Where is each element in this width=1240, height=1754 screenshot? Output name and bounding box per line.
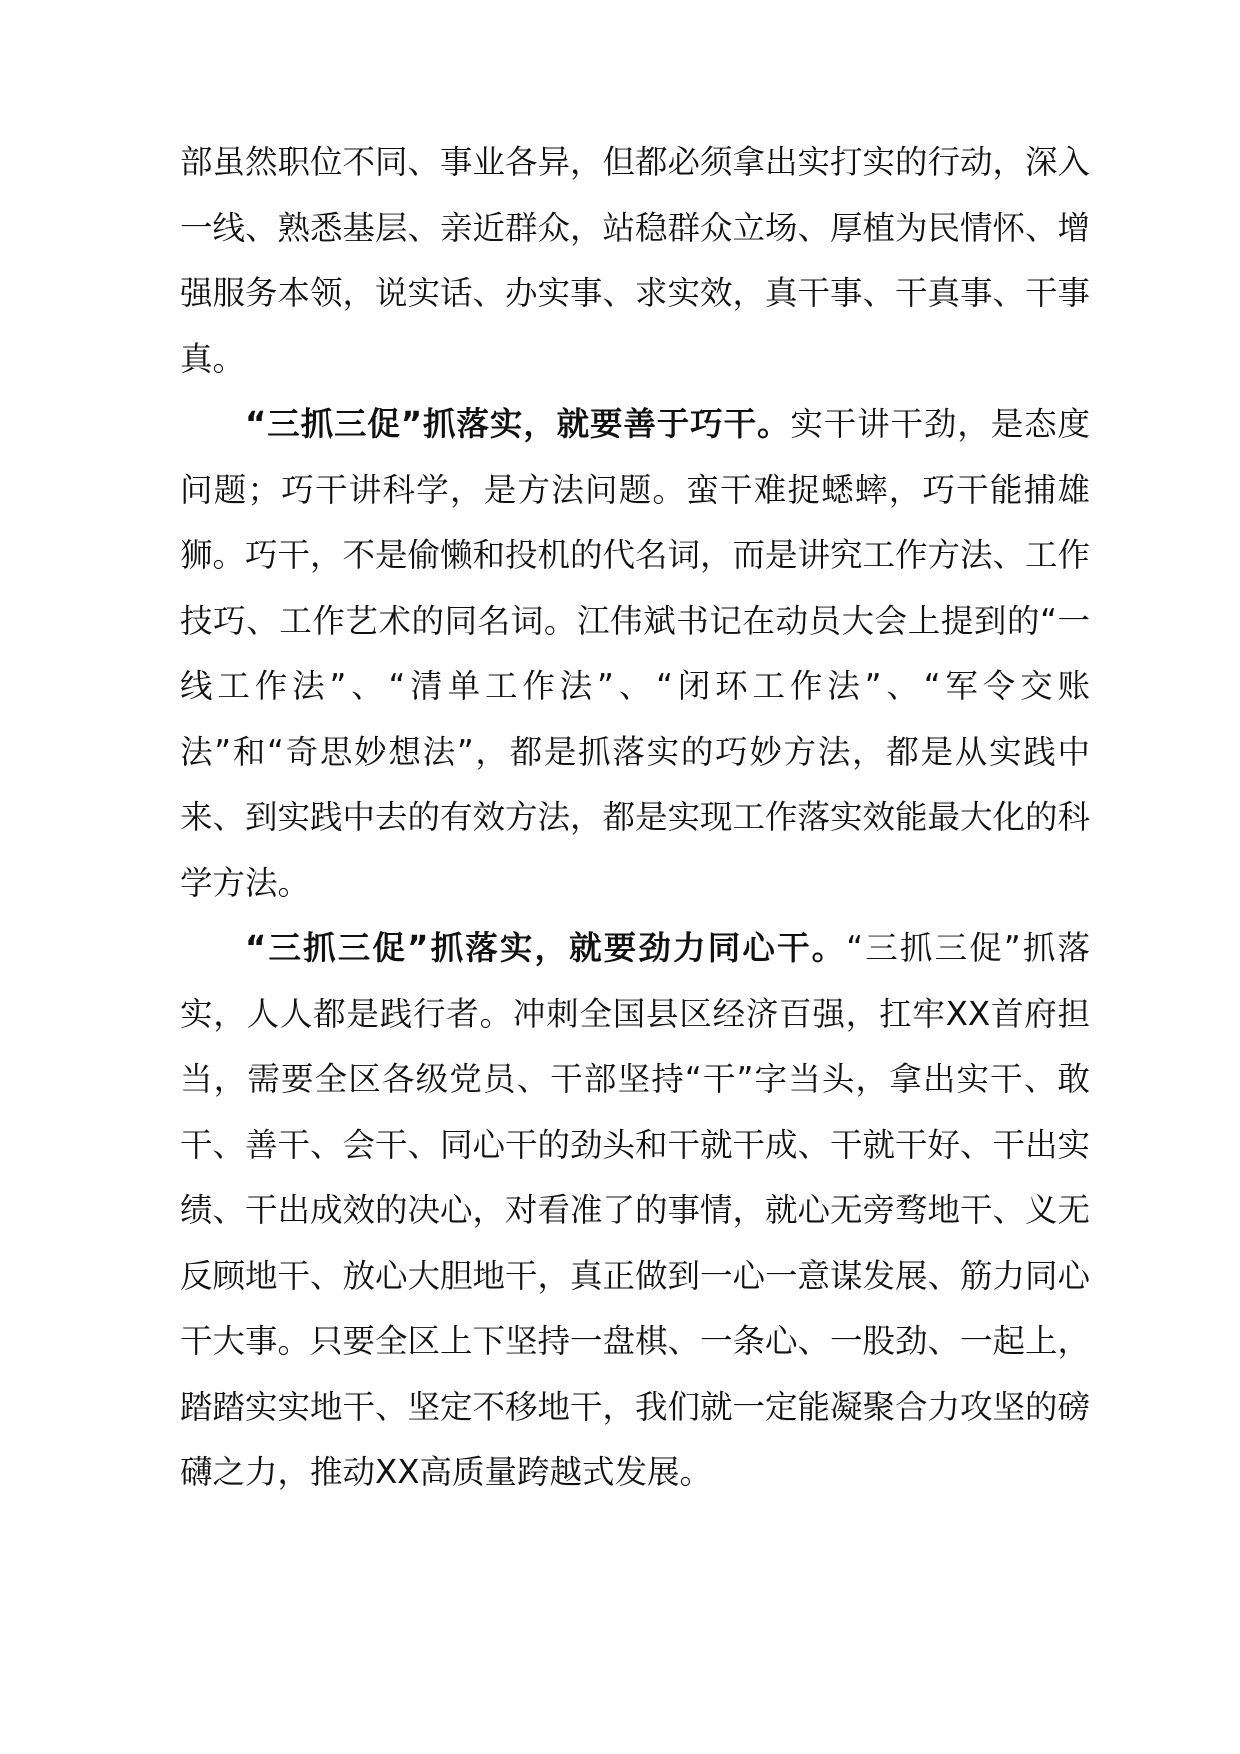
paragraph-heading: “三抓三促”抓落实，就要善于巧干。 [245, 405, 791, 443]
paragraph-heading: “三抓三促”抓落实，就要劲力同心干。 [245, 929, 847, 967]
document-body [180, 130, 1090, 1506]
paragraph-text: 实干讲干劲，是态度问题；巧干讲科学，是方法问题。蛮干难捉蟋蟀，巧干能捕雄狮。巧干，不是偷懒和投机的代名词，而是讲究工作方法、工作技巧、工作艺术的同名词。江伟斌书记在动员大会上提到的“一线工作法”、“清单工作法”、“闭环工作法”、“军令交账法”和“奇思妙想法”，都是抓落实的巧妙方法，都是从实践中来、到实践中去的有效方法，都是实现工作落实效能最大化的科学方法。 [180, 405, 1091, 902]
paragraph-text: 部虽然职位不同、事业各异，但都必须拿出实打实的行动，深入一线、熟悉基层、亲近群众，站稳群众立场、厚植为民情怀、增强服务本领，说实话、办实事、求实效，真干事、干真事、干事真。 [180, 143, 1091, 378]
paragraph-tongxingan [180, 916, 1090, 1506]
paragraph-continuation [180, 130, 1090, 392]
paragraph-qiaogan [180, 392, 1090, 916]
paragraph-text: “三抓三促”抓落实，人人都是践行者。冲刺全国县区经济百强，扛牢XX首府担当，需要全区各级党员、干部坚持“干”字当头，拿出实干、敢干、善干、会干、同心干的劲头和干就干成、干就干好、干出实绩、干出成效的决心，对看准了的事情，就心无旁骛地干、义无反顾地干、放心大胆地干，真正做到一心一意谋发展、筋力同心干大事。只要全区上下坚持一盘棋、一条心、一股劲、一起上，踏踏实实地干、坚定不移地干，我们就一定能凝聚合力攻坚的磅礴之力，推动XX高质量跨越式发展。 [180, 929, 1091, 1491]
